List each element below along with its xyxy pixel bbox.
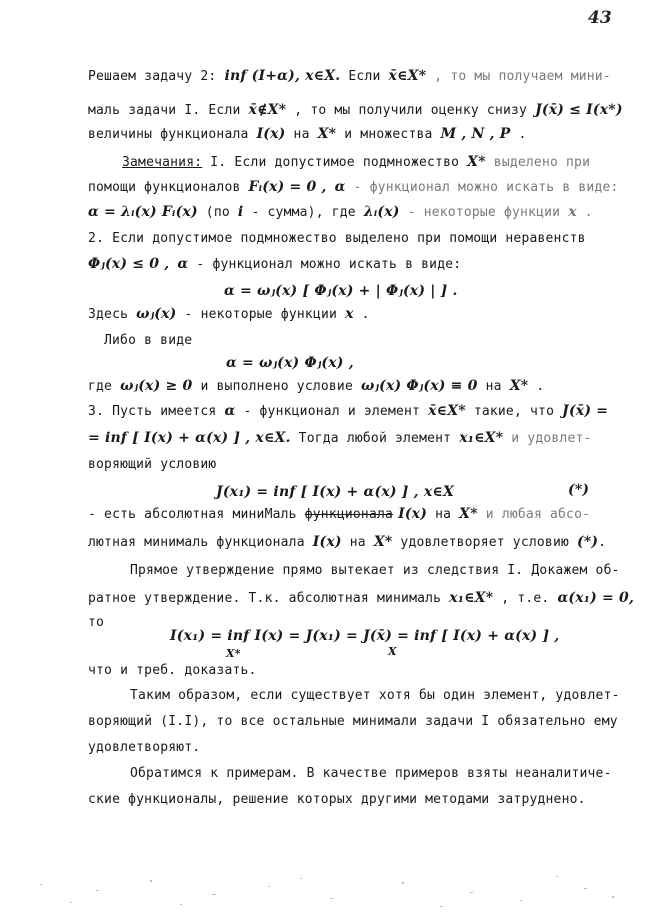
text: I. Если допустимое подмножество — [202, 155, 468, 170]
formula: x̄∈X* — [388, 68, 427, 84]
formula: x̄∈X* — [428, 403, 466, 419]
text: маль задачи I. Если — [88, 103, 249, 118]
text-line-19 — [88, 615, 104, 631]
text: - функционал и элемент — [235, 404, 429, 419]
formula: I(x) — [393, 506, 428, 522]
text: - функционал можно искать в виде: — [188, 257, 462, 272]
equation-4-sub-1: X* — [226, 647, 241, 660]
text-line-18 — [88, 590, 634, 607]
equation-tag: (*) — [568, 482, 590, 498]
formula: I(x) — [256, 126, 286, 142]
text: Тогда любой элемент — [290, 431, 460, 446]
formula: α = λᵢ(x) Fᵢ(x) — [88, 204, 198, 220]
text-line-25 — [88, 792, 586, 808]
text-line-23 — [88, 740, 200, 756]
formula: x₁∈X* — [459, 430, 504, 446]
text: на — [285, 127, 318, 142]
text: величины функционала — [88, 127, 257, 142]
text-line-3 — [88, 126, 527, 143]
text: что и треб. доказать. — [88, 663, 257, 678]
text: такие, что — [465, 404, 563, 419]
text: - есть абсолютная миниМаль — [88, 507, 305, 522]
text: Здесь — [88, 307, 137, 322]
text-line-20 — [88, 663, 257, 679]
text: . — [576, 205, 593, 220]
text: , т.е. — [493, 591, 558, 606]
equation-4-sub-2: X — [388, 645, 397, 658]
equation-4: I(x₁) = inf I(x) = J(x₁) = J(x̄) = inf [ I(x) + α(x) ] , — [170, 628, 560, 644]
formula: X* — [459, 506, 478, 522]
text: (по — [197, 205, 238, 220]
text: воряющий условию — [88, 457, 217, 472]
text — [327, 180, 335, 195]
formula: ωⱼ(x) ≥ 0 — [120, 378, 193, 394]
text: Таким образом, если существует хотя бы один элемент, удовлет- — [130, 688, 620, 703]
text-line-21 — [130, 688, 620, 704]
text-line-11 — [88, 378, 544, 395]
formula: x — [568, 204, 577, 220]
formula: ωⱼ(x) — [136, 306, 177, 322]
formula: λᵢ(x) — [363, 204, 400, 220]
text-line-8 — [88, 256, 461, 273]
text-line-7 — [88, 231, 586, 247]
text-line-22 — [88, 714, 618, 730]
equation-3: J(x₁) = inf [ I(x) + α(x) ] , x∈X — [216, 484, 455, 500]
text: - сумма), где — [243, 205, 364, 220]
formula: x₁∈X* — [449, 590, 494, 606]
formula: α — [177, 256, 189, 272]
formula: ωⱼ(x) Φⱼ(x) ≡ 0 — [361, 378, 478, 394]
text: - некоторые функции — [399, 205, 569, 220]
text: . — [510, 127, 527, 142]
text: на — [477, 379, 510, 394]
text: - некоторые функции — [176, 307, 346, 322]
formula: Φⱼ(x) ≤ 0 , — [88, 256, 170, 272]
formula: x — [345, 306, 354, 322]
equation-2: α = ωⱼ(x) Φⱼ(x) , — [226, 355, 354, 371]
text: и любая абсо- — [477, 507, 591, 522]
formula: M , N , P — [440, 126, 511, 142]
formula: α(x₁) = 0, — [557, 590, 635, 606]
text: ратное утверждение. Т.к. абсолютная минималь — [88, 591, 450, 606]
text: то — [88, 615, 105, 630]
text: Прямое утверждение прямо вытекает из следствия I. Докажем об- — [130, 563, 620, 578]
text: где — [88, 379, 121, 394]
equation-1: α = ωⱼ(x) [ Φⱼ(x) + | Φⱼ(x) | ] . — [224, 283, 458, 299]
text: . — [598, 535, 607, 550]
text: на — [427, 507, 460, 522]
formula: J(x̄) = — [562, 403, 609, 419]
text: , то мы получили оценку снизу — [286, 103, 536, 118]
formula: X* — [373, 534, 393, 550]
text: . — [353, 307, 370, 322]
text-line-9 — [88, 306, 370, 323]
text: и выполнено условие — [192, 379, 362, 394]
struck-text: функционала — [304, 507, 394, 522]
text-line-2 — [88, 102, 623, 119]
text: воряющий (I.I), то все остальные минимали задачи I обязательно ему — [88, 714, 618, 729]
text: Решаем задачу 2: — [88, 69, 225, 84]
text-line-4 — [122, 154, 590, 171]
text: ские функционалы, решение которых другими методами затруднено. — [88, 792, 586, 807]
text: Обратимся к примерам. В качестве примеров взяты неаналитиче- — [130, 766, 612, 781]
formula: = inf [ I(x) + α(x) ] , x∈X. — [88, 430, 291, 446]
text: Если — [340, 69, 389, 84]
text: Либо в виде — [104, 333, 193, 348]
page-number: 43 — [588, 8, 612, 28]
text-line-15 — [88, 506, 590, 523]
formula: X* — [317, 126, 337, 142]
text-line-13 — [88, 430, 592, 447]
text: на — [341, 535, 374, 550]
text-line-17 — [130, 563, 620, 579]
text: и множества — [336, 127, 441, 142]
formula: x̄∉X* — [248, 102, 287, 118]
text-line-14 — [88, 457, 216, 473]
text-line-1 — [88, 68, 611, 85]
text: , то мы получаем мини- — [426, 69, 611, 84]
formula: (*) — [577, 534, 599, 550]
text: - функционал можно искать в виде: — [345, 180, 619, 195]
formula: α — [334, 179, 346, 195]
text: удовлетворяют. — [88, 740, 201, 755]
text-line-12 — [88, 403, 608, 420]
formula: I(x) — [312, 534, 342, 550]
formula: X* — [467, 154, 486, 170]
formula: inf (I+α), x∈X. — [224, 68, 341, 84]
text: 3. Пусть имеется — [88, 404, 225, 419]
scan-noise-decoration — [0, 870, 664, 914]
formula: X* — [509, 378, 529, 394]
formula: α — [224, 403, 236, 419]
text: выделено при — [485, 155, 591, 170]
remarks-label: Замечания: — [122, 155, 203, 170]
text: помощи функционалов — [88, 180, 249, 195]
text: удовлетворяет условию — [392, 535, 578, 550]
formula: J(x̄) ≤ I(x*) — [535, 102, 623, 118]
text-line-16 — [88, 534, 606, 551]
text-line-6 — [88, 204, 593, 221]
text-line-24 — [130, 766, 612, 782]
text: . — [528, 379, 545, 394]
text: 2. Если допустимое подмножество выделено при помощи неравенств — [88, 231, 586, 246]
text-line-10 — [104, 333, 192, 349]
formula: i — [237, 204, 244, 220]
text: и удовлет- — [503, 431, 592, 446]
text-line-5 — [88, 179, 619, 196]
text: лютная минималь функционала — [88, 535, 313, 550]
formula: Fᵢ(x) = 0 , — [248, 179, 327, 195]
